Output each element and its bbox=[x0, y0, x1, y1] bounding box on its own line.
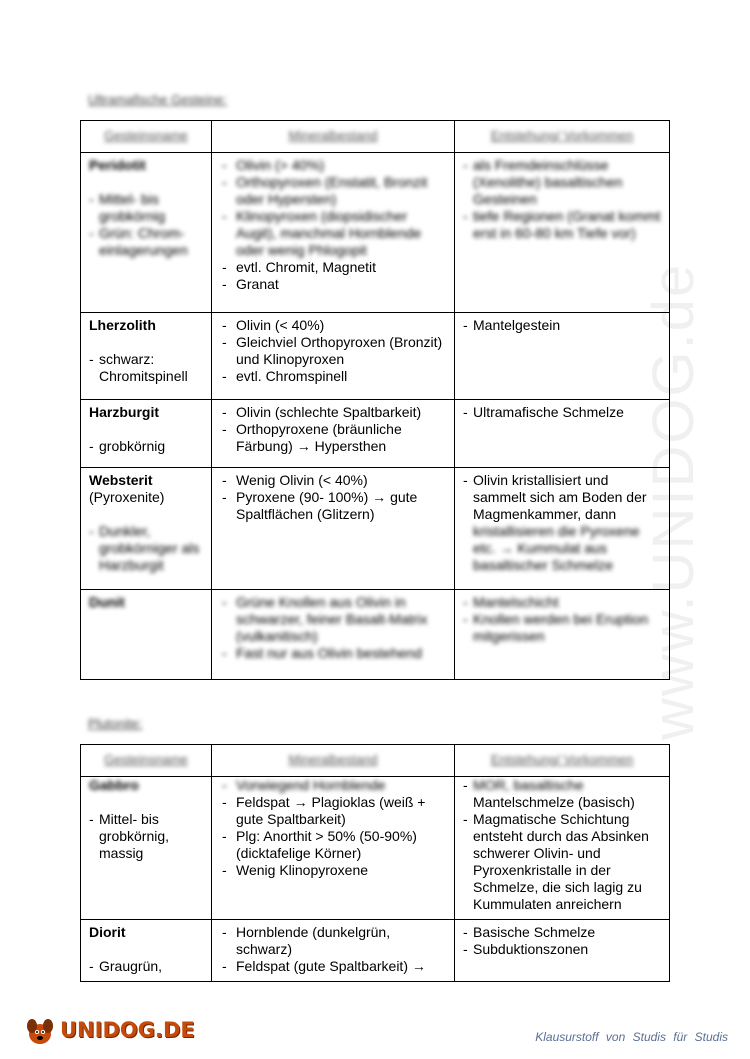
rock-property: - schwarz: Chromitspinell bbox=[89, 351, 205, 385]
mineral-item: - Vorwiegend Hornblende bbox=[220, 777, 448, 794]
rock-name-cell bbox=[81, 400, 212, 468]
header-mineralbestand: Mineralbestand bbox=[212, 745, 455, 777]
origin-cell bbox=[455, 590, 670, 680]
unidog-logo bbox=[22, 1012, 195, 1048]
mineral-item: - Pyroxene (90- 100%) → gute Spaltflächen (Glitzern) bbox=[220, 489, 448, 523]
origin-item bbox=[463, 472, 663, 574]
origin-item: - Subduktionszonen bbox=[463, 941, 663, 958]
rock-name: Dunit bbox=[89, 594, 125, 610]
table-header-row bbox=[81, 745, 670, 777]
dog-icon bbox=[22, 1012, 58, 1048]
origin-item: - Knollen werden bei Eruption mitgerissen bbox=[463, 611, 663, 645]
origin-cell bbox=[455, 920, 670, 982]
mineral-item: - Olivin (< 40%) bbox=[220, 317, 448, 334]
rock-property: - Graugrün, bbox=[89, 958, 205, 975]
origin-text: Mantelschmelze (basisch) bbox=[473, 794, 635, 810]
mineral-item: - Olivin (> 40%) bbox=[220, 157, 448, 174]
origin-text-blurred: kristallisieren die Pyroxene etc. → Kummulat aus basaltischer Schmelze bbox=[473, 523, 640, 573]
table-row bbox=[81, 777, 670, 920]
rock-property: - grobkörnig bbox=[89, 438, 205, 455]
table-row bbox=[81, 920, 670, 982]
mineral-item: - Feldspat (gute Spaltbarkeit) → bbox=[220, 958, 448, 975]
rock-name: Diorit bbox=[89, 924, 126, 940]
table-row bbox=[81, 313, 670, 400]
footer-note: Klausurstoff von Studis für Studis bbox=[535, 1030, 728, 1044]
plutonite-table bbox=[80, 744, 670, 982]
origin-item: - als Fremdeinschlüsse (Xenolithe) basaltischen Gesteinen bbox=[463, 157, 663, 208]
mineral-item: - Wenig Klinopyroxene bbox=[220, 862, 448, 879]
mineral-item: - Feldspat → Plagioklas (weiß + gute Spaltbarkeit) bbox=[220, 794, 448, 828]
mineral-item: - Granat bbox=[220, 276, 448, 293]
minerals-cell bbox=[212, 468, 455, 590]
rock-property: - Mittel- bis grobkörnig, massig bbox=[89, 811, 205, 862]
table-row bbox=[81, 468, 670, 590]
header-gesteinsname: Gesteinsname bbox=[81, 745, 212, 777]
mineral-item: - evtl. Chromspinell bbox=[220, 368, 448, 385]
origin-item: - tiefe Regionen (Granat kommt erst in 60-80 km Tiefe vor) bbox=[463, 208, 663, 242]
origin-item: - Magmatische Schichtung entsteht durch das Absinken schwerer Olivin- und Pyroxenkristalle in der Schmelze, die sich lagig zu Kummulaten anreichern bbox=[463, 811, 663, 913]
mineral-item: - Hornblende (dunkelgrün, schwarz) bbox=[220, 924, 448, 958]
origin-cell bbox=[455, 313, 670, 400]
section-title-plutonite: Plutonite: bbox=[88, 716, 143, 731]
minerals-cell bbox=[212, 400, 455, 468]
origin-cell bbox=[455, 777, 670, 920]
origin-item: - Mantelgestein bbox=[463, 317, 663, 334]
mineral-item: - Grüne Knollen aus Olivin in schwarzer, feiner Basalt-Matrix (vulkanitisch) bbox=[220, 594, 448, 645]
mineral-item: - Olivin (schlechte Spaltbarkeit) bbox=[220, 404, 448, 421]
section-title-ultramafic: Ultramafische Gesteine: bbox=[88, 92, 227, 107]
minerals-cell bbox=[212, 153, 455, 313]
mineral-item: - Orthopyroxene (bräunliche Färbung) → Hypersthen bbox=[220, 421, 448, 455]
table-row bbox=[81, 400, 670, 468]
table-row bbox=[81, 590, 670, 680]
rock-name: Harzburgit bbox=[89, 404, 159, 420]
origin-cell bbox=[455, 400, 670, 468]
rock-property: - Dunkler, grobkörniger als Harzburgit bbox=[89, 523, 205, 574]
mineral-item: - Plg: Anorthit > 50% (50-90%) (dicktafelige Körner) bbox=[220, 828, 448, 862]
origin-text: Olivin kristallisiert und sammelt sich am Boden der Magmenkammer, dann bbox=[473, 472, 647, 522]
rock-name-cell bbox=[81, 777, 212, 920]
origin-cell bbox=[455, 153, 670, 313]
header-entstehung: Entstehung/ Vorkommen bbox=[455, 745, 670, 777]
minerals-cell bbox=[212, 590, 455, 680]
minerals-cell bbox=[212, 777, 455, 920]
origin-text-blurred: - MOR, basaltische bbox=[473, 777, 584, 793]
ultramafic-table bbox=[80, 120, 670, 680]
mineral-item: - Wenig Olivin (< 40%) bbox=[220, 472, 448, 489]
rock-name-cell bbox=[81, 920, 212, 982]
table-header-row bbox=[81, 121, 670, 153]
header-mineralbestand: Mineralbestand bbox=[212, 121, 455, 153]
table-row bbox=[81, 153, 670, 313]
rock-name: Lherzolith bbox=[89, 317, 156, 333]
mineral-item: - Klinopyroxen (diopsidischer Augit), manchmal Hornblende oder wenig Phlogopit bbox=[220, 208, 448, 259]
minerals-cell bbox=[212, 920, 455, 982]
rock-name-cell bbox=[81, 153, 212, 313]
minerals-cell bbox=[212, 313, 455, 400]
mineral-item: - Fast nur aus Olivin bestehend bbox=[220, 645, 448, 662]
rock-name-cell bbox=[81, 313, 212, 400]
origin-item: - Ultramafische Schmelze bbox=[463, 404, 663, 421]
header-gesteinsname: Gesteinsname bbox=[81, 121, 212, 153]
mineral-item: - Gleichviel Orthopyroxen (Bronzit) und Klinopyroxen bbox=[220, 334, 448, 368]
origin-item bbox=[463, 777, 663, 811]
rock-property: - Grün: Chrom-einlagerungen bbox=[89, 225, 205, 259]
header-entstehung: Entstehung/ Vorkommen bbox=[455, 121, 670, 153]
rock-name-cell bbox=[81, 590, 212, 680]
logo-text: UNIDOG.DE bbox=[60, 1018, 195, 1042]
rock-name: Peridotit bbox=[89, 157, 146, 173]
rock-property: - Mittel- bis grobkörnig bbox=[89, 191, 205, 225]
watermark: www.UNIDOG.de bbox=[641, 262, 706, 740]
rock-name-sub: (Pyroxenite) bbox=[89, 489, 165, 505]
rock-name-cell bbox=[81, 468, 212, 590]
origin-cell bbox=[455, 468, 670, 590]
rock-name: Gabbro bbox=[89, 777, 139, 793]
rock-name: Websterit bbox=[89, 472, 153, 488]
origin-item: - Basische Schmelze bbox=[463, 924, 663, 941]
mineral-item: - Orthopyroxen (Enstatit, Bronzit oder Hypersten) bbox=[220, 174, 448, 208]
origin-item: - Mantelschicht bbox=[463, 594, 663, 611]
mineral-item: - evtl. Chromit, Magnetit bbox=[220, 259, 448, 276]
